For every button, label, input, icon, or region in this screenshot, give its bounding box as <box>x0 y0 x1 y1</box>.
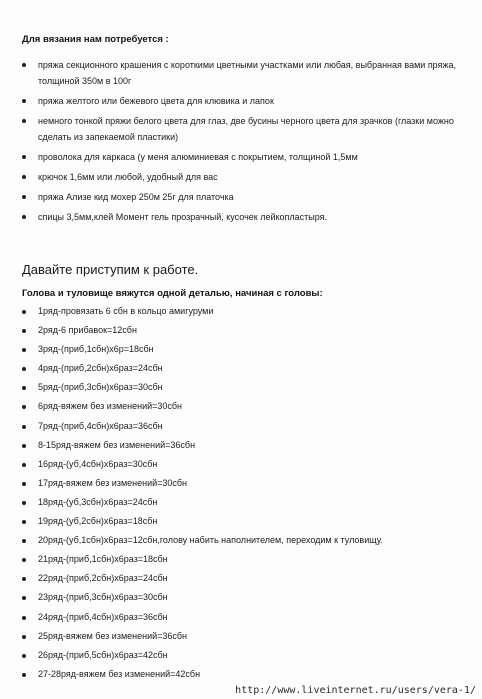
list-item <box>22 302 462 321</box>
list-item <box>22 340 462 359</box>
list-item <box>22 209 462 225</box>
list-item <box>22 550 462 569</box>
list-item <box>22 189 462 205</box>
bullet-icon <box>22 99 26 103</box>
list-item-text: крючок 1,6мм или любой, удобный для вас <box>38 172 218 182</box>
bullet-icon <box>22 119 26 123</box>
bullet-icon <box>22 175 26 179</box>
row-text: 18ряд-(уб,3сбн)х6раз=24сбн <box>38 496 158 507</box>
bullet-icon <box>22 310 26 314</box>
bullet-icon <box>22 463 26 467</box>
row-text: 24ряд-(приб,4сбн)х6раз=36сбн <box>38 611 168 622</box>
bullet-icon <box>22 405 26 409</box>
bullet-icon <box>22 329 26 333</box>
row-text: 26ряд-(приб,5сбн)х6раз=42сбн <box>38 649 168 660</box>
list-item <box>22 627 462 646</box>
list-item <box>22 417 462 436</box>
row-text: 22ряд-(приб,2сбн)х6раз=24сбн <box>38 573 168 584</box>
row-text: 20ряд-(уб,1сбн)х6раз=12сбн,голову набить наполнителем, переходим к туловищу. <box>38 535 383 546</box>
list-item <box>22 321 462 340</box>
list-item <box>22 455 462 474</box>
bullet-icon <box>22 596 26 600</box>
row-text: 1ряд-провязать 6 сбн в кольцо амигуруми <box>38 306 214 316</box>
bullet-icon <box>22 482 26 486</box>
list-item-text: пряжа секционного крашения с короткими цветными участками или любая, выбранная вами пряжа, толщиной 350м в 100г <box>38 60 456 86</box>
bullet-icon <box>22 367 26 371</box>
list-item <box>22 57 462 89</box>
row-text: 5ряд-(приб,3сбн)х6раз=30сбн <box>38 382 163 393</box>
row-text: 27-28ряд-вяжем без изменений=42сбн <box>38 668 201 679</box>
list-item-text: немного тонкой пряжи белого цвета для глаз, две бусины черного цвета для зрачков (глазки можно сделать из запекаемой пластики) <box>38 116 454 142</box>
bullet-icon <box>22 215 26 219</box>
rows-list <box>22 302 462 684</box>
watermark-link[interactable]: http://www.liveinternet.ru/users/vera-1/ <box>235 685 476 696</box>
row-text: 2ряд-6 прибавок=12сбн <box>38 325 137 336</box>
bullet-icon <box>22 577 26 581</box>
bullet-icon <box>22 386 26 390</box>
list-item-text: пряжа Ализе кид мохер 250м 25г для платочка <box>38 192 234 202</box>
list-item-text: проволока для каркаса (у меня алюминиевая с покрытием, толщиной 1,5мм <box>38 152 358 162</box>
list-item <box>22 493 462 512</box>
row-text: 7ряд-(приб,4сбн)х6раз=36сбн <box>38 420 163 431</box>
list-item <box>22 397 462 416</box>
bullet-icon <box>22 501 26 505</box>
row-text: 16ряд-(уб,4сбн)х6раз=30сбн <box>38 458 158 469</box>
list-item <box>22 436 462 455</box>
list-item-text: спицы 3,5мм,клей Момент гель прозрачный, кусочек лейкопластыря. <box>38 212 328 222</box>
row-text: 6ряд-вяжем без изменений=30сбн <box>38 401 183 412</box>
list-item <box>22 149 462 165</box>
list-item <box>22 608 462 627</box>
work-title: Давайте приступим к работе. <box>22 262 199 277</box>
bullet-icon <box>22 539 26 543</box>
bullet-icon <box>22 616 26 620</box>
list-item <box>22 378 462 397</box>
bullet-icon <box>22 654 26 658</box>
materials-heading: Для вязания нам потребуется : <box>22 34 169 45</box>
list-item-text: пряжа желтого или бежевого цвета для клювика и лапок <box>38 96 274 106</box>
row-text: 25ряд-вяжем без изменений=36сбн <box>38 630 188 641</box>
list-item <box>22 93 462 109</box>
bullet-icon <box>22 444 26 448</box>
row-text: 3ряд-(приб,1сбн)х6р=18сбн <box>38 344 154 355</box>
bullet-icon <box>22 425 26 429</box>
bullet-icon <box>22 558 26 562</box>
list-item <box>22 646 462 665</box>
materials-list <box>22 57 462 229</box>
list-item <box>22 569 462 588</box>
bullet-icon <box>22 195 26 199</box>
list-item <box>22 474 462 493</box>
bullet-icon <box>22 348 26 352</box>
bullet-icon <box>22 673 26 677</box>
bullet-icon <box>22 63 26 67</box>
row-text: 8-15ряд-вяжем без изменений=36сбн <box>38 439 196 450</box>
list-item <box>22 113 462 145</box>
bullet-icon <box>22 520 26 524</box>
row-text: 23ряд-(приб,3сбн)х6раз=30сбн <box>38 592 168 603</box>
list-item <box>22 531 462 550</box>
row-text: 19ряд-(уб,2сбн)х6раз=18сбн <box>38 516 158 527</box>
work-subtitle: Голова и туловище вяжутся одной деталью, начиная с головы: <box>22 288 323 299</box>
row-text: 4ряд-(приб,2сбн)х6раз=24сбн <box>38 363 163 374</box>
list-item <box>22 359 462 378</box>
list-item <box>22 169 462 185</box>
bullet-icon <box>22 155 26 159</box>
list-item <box>22 588 462 607</box>
bullet-icon <box>22 635 26 639</box>
row-text: 17ряд-вяжем без изменений=30сбн <box>38 477 188 488</box>
list-item <box>22 665 462 684</box>
row-text: 21ряд-(приб,1сбн)х6раз=18сбн <box>38 554 168 565</box>
list-item <box>22 512 462 531</box>
